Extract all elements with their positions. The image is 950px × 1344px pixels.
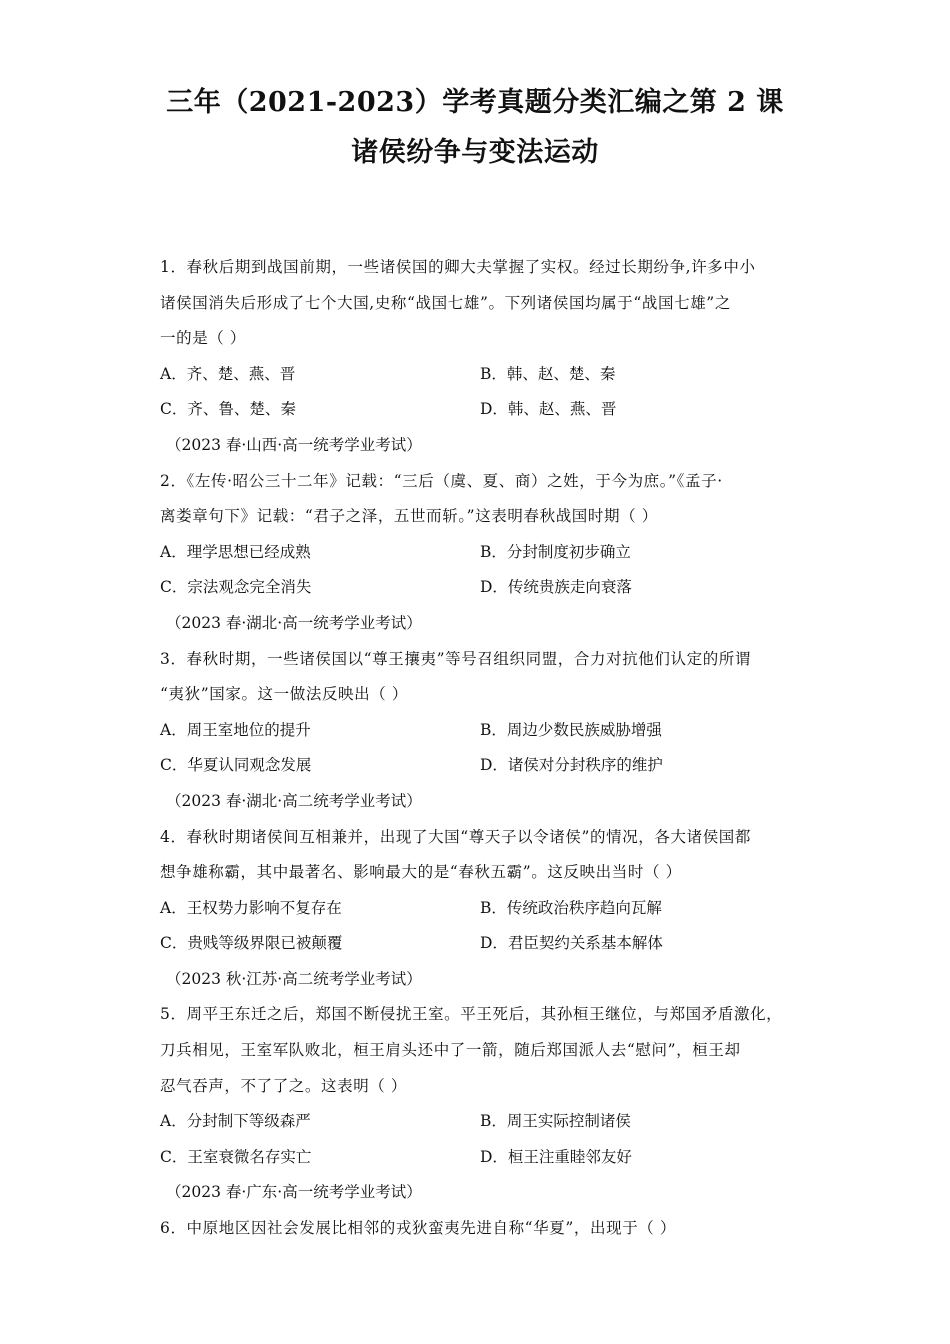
question-text-line: 4．春秋时期诸侯间互相兼并，出现了大国“尊天子以令诸侯”的情况，各大诸侯国都 (160, 827, 752, 846)
option-b: B．韩、赵、楚、秦 (480, 364, 616, 383)
question-text-line: 诸侯国消失后形成了七个大国,史称“战国七雄”。下列诸侯国均属于“战国七雄”之 (160, 293, 731, 312)
question-source: （2023 春·湖北·高二统考学业考试） (166, 791, 422, 810)
question-text-line: 2．《左传·昭公三十二年》记载：“三后（虞、夏、商）之姓，于今为庶。”《孟子· (160, 471, 723, 490)
option-c: C．贵贱等级界限已被颠覆 (160, 934, 343, 953)
option-row (160, 392, 800, 428)
question-5 (160, 997, 800, 1211)
option-row (160, 748, 800, 784)
question-text-line: 1．春秋后期到战国前期，一些诸侯国的卿大夫掌握了实权。经过长期纷争,许多中小 (160, 258, 756, 276)
question-text-line: 想争雄称霸，其中最著名、影响最大的是“春秋五霸”。这反映出当时（ ） (160, 863, 682, 882)
question-text-line: 忍气吞声，不了了之。这表明（ ） (160, 1076, 408, 1095)
option-a: A．周王室地位的提升 (160, 720, 311, 739)
option-c: C．王室衰微名存实亡 (160, 1147, 312, 1166)
option-row (160, 926, 800, 962)
option-a: A．分封制下等级森严 (160, 1112, 311, 1131)
option-d: D．韩、赵、燕、晋 (480, 400, 617, 419)
option-a: A．王权势力影响不复存在 (160, 898, 342, 917)
option-c: C．华夏认同观念发展 (160, 756, 312, 775)
option-b: B．周边少数民族威胁增强 (480, 720, 662, 739)
option-row (160, 1140, 800, 1176)
question-6 (160, 1211, 800, 1247)
option-row (160, 570, 800, 606)
option-row (160, 891, 800, 927)
question-source: （2023 春·广东·高一统考学业考试） (166, 1183, 422, 1202)
question-text-line: 一的是（ ） (160, 329, 247, 348)
question-text-line: 离娄章句下》记载：“君子之泽，五世而斩。”这表明春秋战国时期（ ） (160, 507, 658, 526)
question-source: （2023 秋·江苏·高二统考学业考试） (166, 969, 422, 988)
question-text-line: 5．周平王东迁之后，郑国不断侵扰王室。平王死后，其孙桓王继位，与郑国矛盾激化， (160, 1005, 783, 1024)
option-row (160, 535, 800, 571)
option-b: B．传统政治秩序趋向瓦解 (480, 898, 662, 917)
question-text-line: 3．春秋时期，一些诸侯国以“尊王攘夷”等号召组织同盟，合力对抗他们认定的所谓 (160, 649, 752, 668)
option-c: C．齐、鲁、楚、秦 (160, 400, 296, 419)
option-row (160, 357, 800, 393)
question-3 (160, 642, 800, 820)
question-2 (160, 464, 800, 642)
document-title-line-2: 诸侯纷争与变法运动 (351, 137, 599, 168)
question-source: （2023 春·湖北·高一统考学业考试） (166, 613, 422, 632)
option-b: B．周王实际控制诸侯 (480, 1112, 631, 1131)
option-c: C．宗法观念完全消失 (160, 578, 312, 597)
option-b: B．分封制度初步确立 (480, 542, 631, 561)
question-4 (160, 820, 800, 998)
question-text-line: “夷狄”国家。这一做法反映出（ ） (160, 685, 408, 704)
question-source: （2023 春·山西·高一统考学业考试） (166, 435, 422, 454)
option-d: D．君臣契约关系基本解体 (480, 934, 663, 953)
option-a: A．理学思想已经成熟 (160, 542, 311, 561)
document-title-line-1: 三年（2021-2023）学考真题分类汇编之第 2 课 (166, 87, 784, 118)
question-text-line: 刀兵相见，王室军队败北，桓王肩头还中了一箭，随后郑国派人去“慰问”，桓王却 (160, 1041, 741, 1060)
option-a: A．齐、楚、燕、晋 (160, 364, 296, 383)
option-d: D．桓王注重睦邻友好 (480, 1147, 632, 1166)
option-row (160, 1104, 800, 1140)
option-d: D．传统贵族走向衰落 (480, 578, 632, 597)
question-1 (160, 250, 800, 464)
question-text-line: 6．中原地区因社会发展比相邻的戎狄蛮夷先进自称“华夏”，出现于（ ） (160, 1219, 677, 1238)
question-list (160, 250, 800, 1247)
option-row (160, 713, 800, 749)
option-d: D．诸侯对分封秩序的维护 (480, 756, 663, 775)
